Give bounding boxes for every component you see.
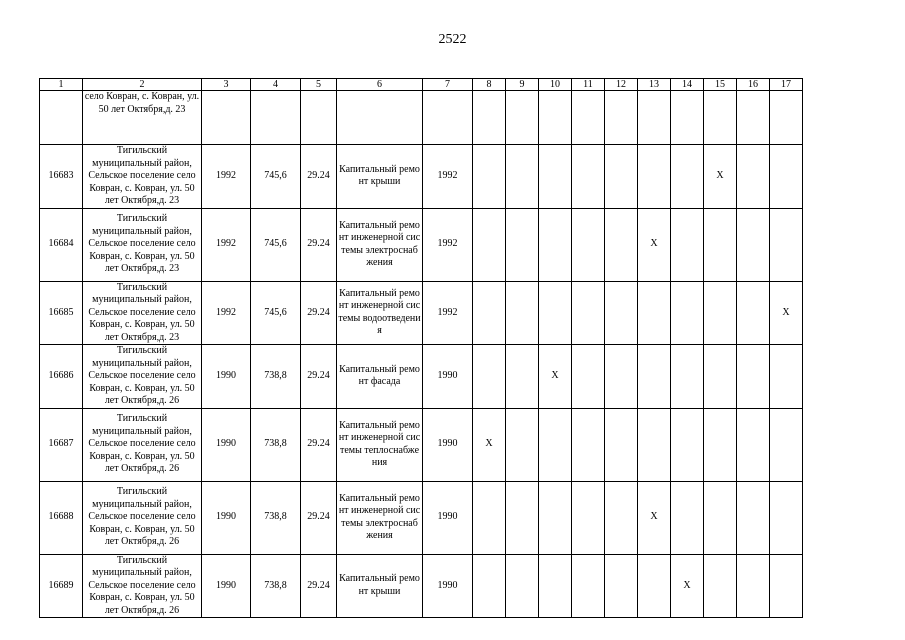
mark-cell: X (671, 554, 704, 618)
empty-cell (737, 408, 770, 481)
empty-cell (638, 554, 671, 618)
empty-cell (473, 281, 506, 345)
empty-cell (572, 408, 605, 481)
empty-cell (539, 554, 572, 618)
rate-cell: 29.24 (301, 554, 337, 618)
column-number: 11 (572, 79, 605, 91)
column-number: 1 (40, 79, 83, 91)
mark-cell: X (473, 408, 506, 481)
row-id-cell: 16687 (40, 408, 83, 481)
empty-cell (473, 145, 506, 209)
empty-cell (605, 481, 638, 554)
empty-cell (770, 208, 803, 281)
empty-cell (506, 481, 539, 554)
column-number: 2 (83, 79, 202, 91)
mark-cell: X (638, 208, 671, 281)
empty-cell (704, 481, 737, 554)
address-cell: Тигильский муниципальный район, Сельское поселение село Ковран, с. Ковран, ул. 50 лет Октября,д. 23 (83, 281, 202, 345)
empty-cell (40, 91, 83, 145)
mark-cell: X (638, 481, 671, 554)
column-number: 17 (770, 79, 803, 91)
empty-cell (473, 481, 506, 554)
empty-cell (605, 408, 638, 481)
empty-cell (251, 91, 301, 145)
mark-cell: X (539, 345, 572, 409)
empty-cell (770, 408, 803, 481)
area-cell: 745,6 (251, 145, 301, 209)
empty-cell (605, 208, 638, 281)
work-type-cell: Капитальный ремонт крыши (337, 145, 423, 209)
empty-cell (572, 554, 605, 618)
address-cell: Тигильский муниципальный район, Сельское поселение село Ковран, с. Ковран, ул. 50 лет Октября,д. 26 (83, 554, 202, 618)
empty-cell (473, 91, 506, 145)
empty-cell (704, 408, 737, 481)
year-cell: 1990 (423, 554, 473, 618)
empty-cell (539, 408, 572, 481)
table-row (40, 408, 803, 481)
build-year-cell: 1992 (202, 145, 251, 209)
empty-cell (202, 91, 251, 145)
empty-cell (572, 281, 605, 345)
table-row (40, 281, 803, 345)
empty-cell (704, 554, 737, 618)
empty-cell (506, 208, 539, 281)
empty-cell (737, 481, 770, 554)
empty-cell (539, 91, 572, 145)
empty-cell (671, 345, 704, 409)
build-year-cell: 1990 (202, 481, 251, 554)
empty-cell (737, 145, 770, 209)
work-type-cell: Капитальный ремонт инженерной системы электроснабжения (337, 481, 423, 554)
build-year-cell: 1990 (202, 554, 251, 618)
empty-cell (638, 345, 671, 409)
empty-cell (301, 91, 337, 145)
empty-cell (605, 554, 638, 618)
empty-cell (770, 91, 803, 145)
column-number: 15 (704, 79, 737, 91)
empty-cell (638, 91, 671, 145)
table-row (40, 554, 803, 618)
empty-cell (737, 554, 770, 618)
table-row (40, 145, 803, 209)
empty-cell (605, 345, 638, 409)
work-type-cell: Капитальный ремонт инженерной системы электроснабжения (337, 208, 423, 281)
area-cell: 738,8 (251, 408, 301, 481)
empty-cell (638, 408, 671, 481)
empty-cell (671, 91, 704, 145)
year-cell: 1990 (423, 481, 473, 554)
empty-cell (473, 345, 506, 409)
table-row (40, 345, 803, 409)
empty-cell (605, 281, 638, 345)
empty-cell (506, 554, 539, 618)
empty-cell (572, 208, 605, 281)
row-id-cell: 16685 (40, 281, 83, 345)
empty-cell (473, 554, 506, 618)
empty-cell (671, 481, 704, 554)
rate-cell: 29.24 (301, 481, 337, 554)
column-number: 3 (202, 79, 251, 91)
empty-cell (770, 145, 803, 209)
empty-cell (572, 145, 605, 209)
build-year-cell: 1992 (202, 281, 251, 345)
address-cell: Тигильский муниципальный район, Сельское поселение село Ковран, с. Ковран, ул. 50 лет Октября,д. 23 (83, 145, 202, 209)
area-cell: 738,8 (251, 345, 301, 409)
empty-cell (506, 281, 539, 345)
area-cell: 745,6 (251, 281, 301, 345)
year-cell: 1992 (423, 145, 473, 209)
empty-cell (605, 145, 638, 209)
row-id-cell: 16686 (40, 345, 83, 409)
empty-cell (572, 481, 605, 554)
year-cell: 1990 (423, 345, 473, 409)
empty-cell (423, 91, 473, 145)
area-cell: 738,8 (251, 481, 301, 554)
table-row (40, 481, 803, 554)
column-number: 14 (671, 79, 704, 91)
address-cell: Тигильский муниципальный район, Сельское поселение село Ковран, с. Ковран, ул. 50 лет Октября,д. 26 (83, 481, 202, 554)
work-type-cell: Капитальный ремонт инженерной системы водоотведения (337, 281, 423, 345)
empty-cell (770, 481, 803, 554)
column-number: 5 (301, 79, 337, 91)
column-number: 8 (473, 79, 506, 91)
rate-cell: 29.24 (301, 345, 337, 409)
empty-cell (473, 208, 506, 281)
row-id-cell: 16684 (40, 208, 83, 281)
rate-cell: 29.24 (301, 281, 337, 345)
empty-cell (671, 408, 704, 481)
empty-cell (671, 281, 704, 345)
rate-cell: 29.24 (301, 145, 337, 209)
empty-cell (770, 345, 803, 409)
empty-cell (539, 145, 572, 209)
empty-cell (337, 91, 423, 145)
empty-cell (506, 345, 539, 409)
build-year-cell: 1990 (202, 345, 251, 409)
empty-cell (704, 281, 737, 345)
page-number: 2522 (438, 32, 467, 47)
row-id-cell: 16683 (40, 145, 83, 209)
year-cell: 1992 (423, 208, 473, 281)
empty-cell (737, 281, 770, 345)
year-cell: 1990 (423, 408, 473, 481)
column-number: 4 (251, 79, 301, 91)
column-number: 12 (605, 79, 638, 91)
empty-cell (770, 554, 803, 618)
area-cell: 745,6 (251, 208, 301, 281)
empty-cell (737, 91, 770, 145)
empty-cell (572, 345, 605, 409)
row-id-cell: 16689 (40, 554, 83, 618)
column-number-row (40, 79, 803, 91)
work-type-cell: Капитальный ремонт инженерной системы теплоснабжения (337, 408, 423, 481)
year-cell: 1992 (423, 281, 473, 345)
empty-cell (506, 145, 539, 209)
empty-cell (704, 345, 737, 409)
column-number: 13 (638, 79, 671, 91)
row-id-cell: 16688 (40, 481, 83, 554)
empty-cell (638, 281, 671, 345)
column-number: 10 (539, 79, 572, 91)
address-cell: Тигильский муниципальный район, Сельское поселение село Ковран, с. Ковран, ул. 50 лет Октября,д. 23 (83, 208, 202, 281)
build-year-cell: 1992 (202, 208, 251, 281)
column-number: 6 (337, 79, 423, 91)
column-number: 7 (423, 79, 473, 91)
empty-cell (539, 208, 572, 281)
empty-cell (704, 208, 737, 281)
mark-cell: X (770, 281, 803, 345)
address-cell: село Ковран, с. Ковран, ул. 50 лет Октября,д. 23 (83, 91, 202, 145)
mark-cell: X (704, 145, 737, 209)
address-cell: Тигильский муниципальный район, Сельское поселение село Ковран, с. Ковран, ул. 50 лет Октября,д. 26 (83, 408, 202, 481)
empty-cell (737, 208, 770, 281)
empty-cell (506, 91, 539, 145)
empty-cell (506, 408, 539, 481)
table-row-continued (40, 91, 803, 145)
column-number: 9 (506, 79, 539, 91)
table-row (40, 208, 803, 281)
empty-cell (704, 91, 737, 145)
works-table (39, 78, 803, 618)
empty-cell (539, 481, 572, 554)
work-type-cell: Капитальный ремонт фасада (337, 345, 423, 409)
empty-cell (539, 281, 572, 345)
build-year-cell: 1990 (202, 408, 251, 481)
empty-cell (671, 145, 704, 209)
empty-cell (572, 91, 605, 145)
column-number: 16 (737, 79, 770, 91)
work-type-cell: Капитальный ремонт крыши (337, 554, 423, 618)
empty-cell (737, 345, 770, 409)
rate-cell: 29.24 (301, 408, 337, 481)
address-cell: Тигильский муниципальный район, Сельское поселение село Ковран, с. Ковран, ул. 50 лет Октября,д. 26 (83, 345, 202, 409)
empty-cell (671, 208, 704, 281)
empty-cell (605, 91, 638, 145)
area-cell: 738,8 (251, 554, 301, 618)
empty-cell (638, 145, 671, 209)
rate-cell: 29.24 (301, 208, 337, 281)
